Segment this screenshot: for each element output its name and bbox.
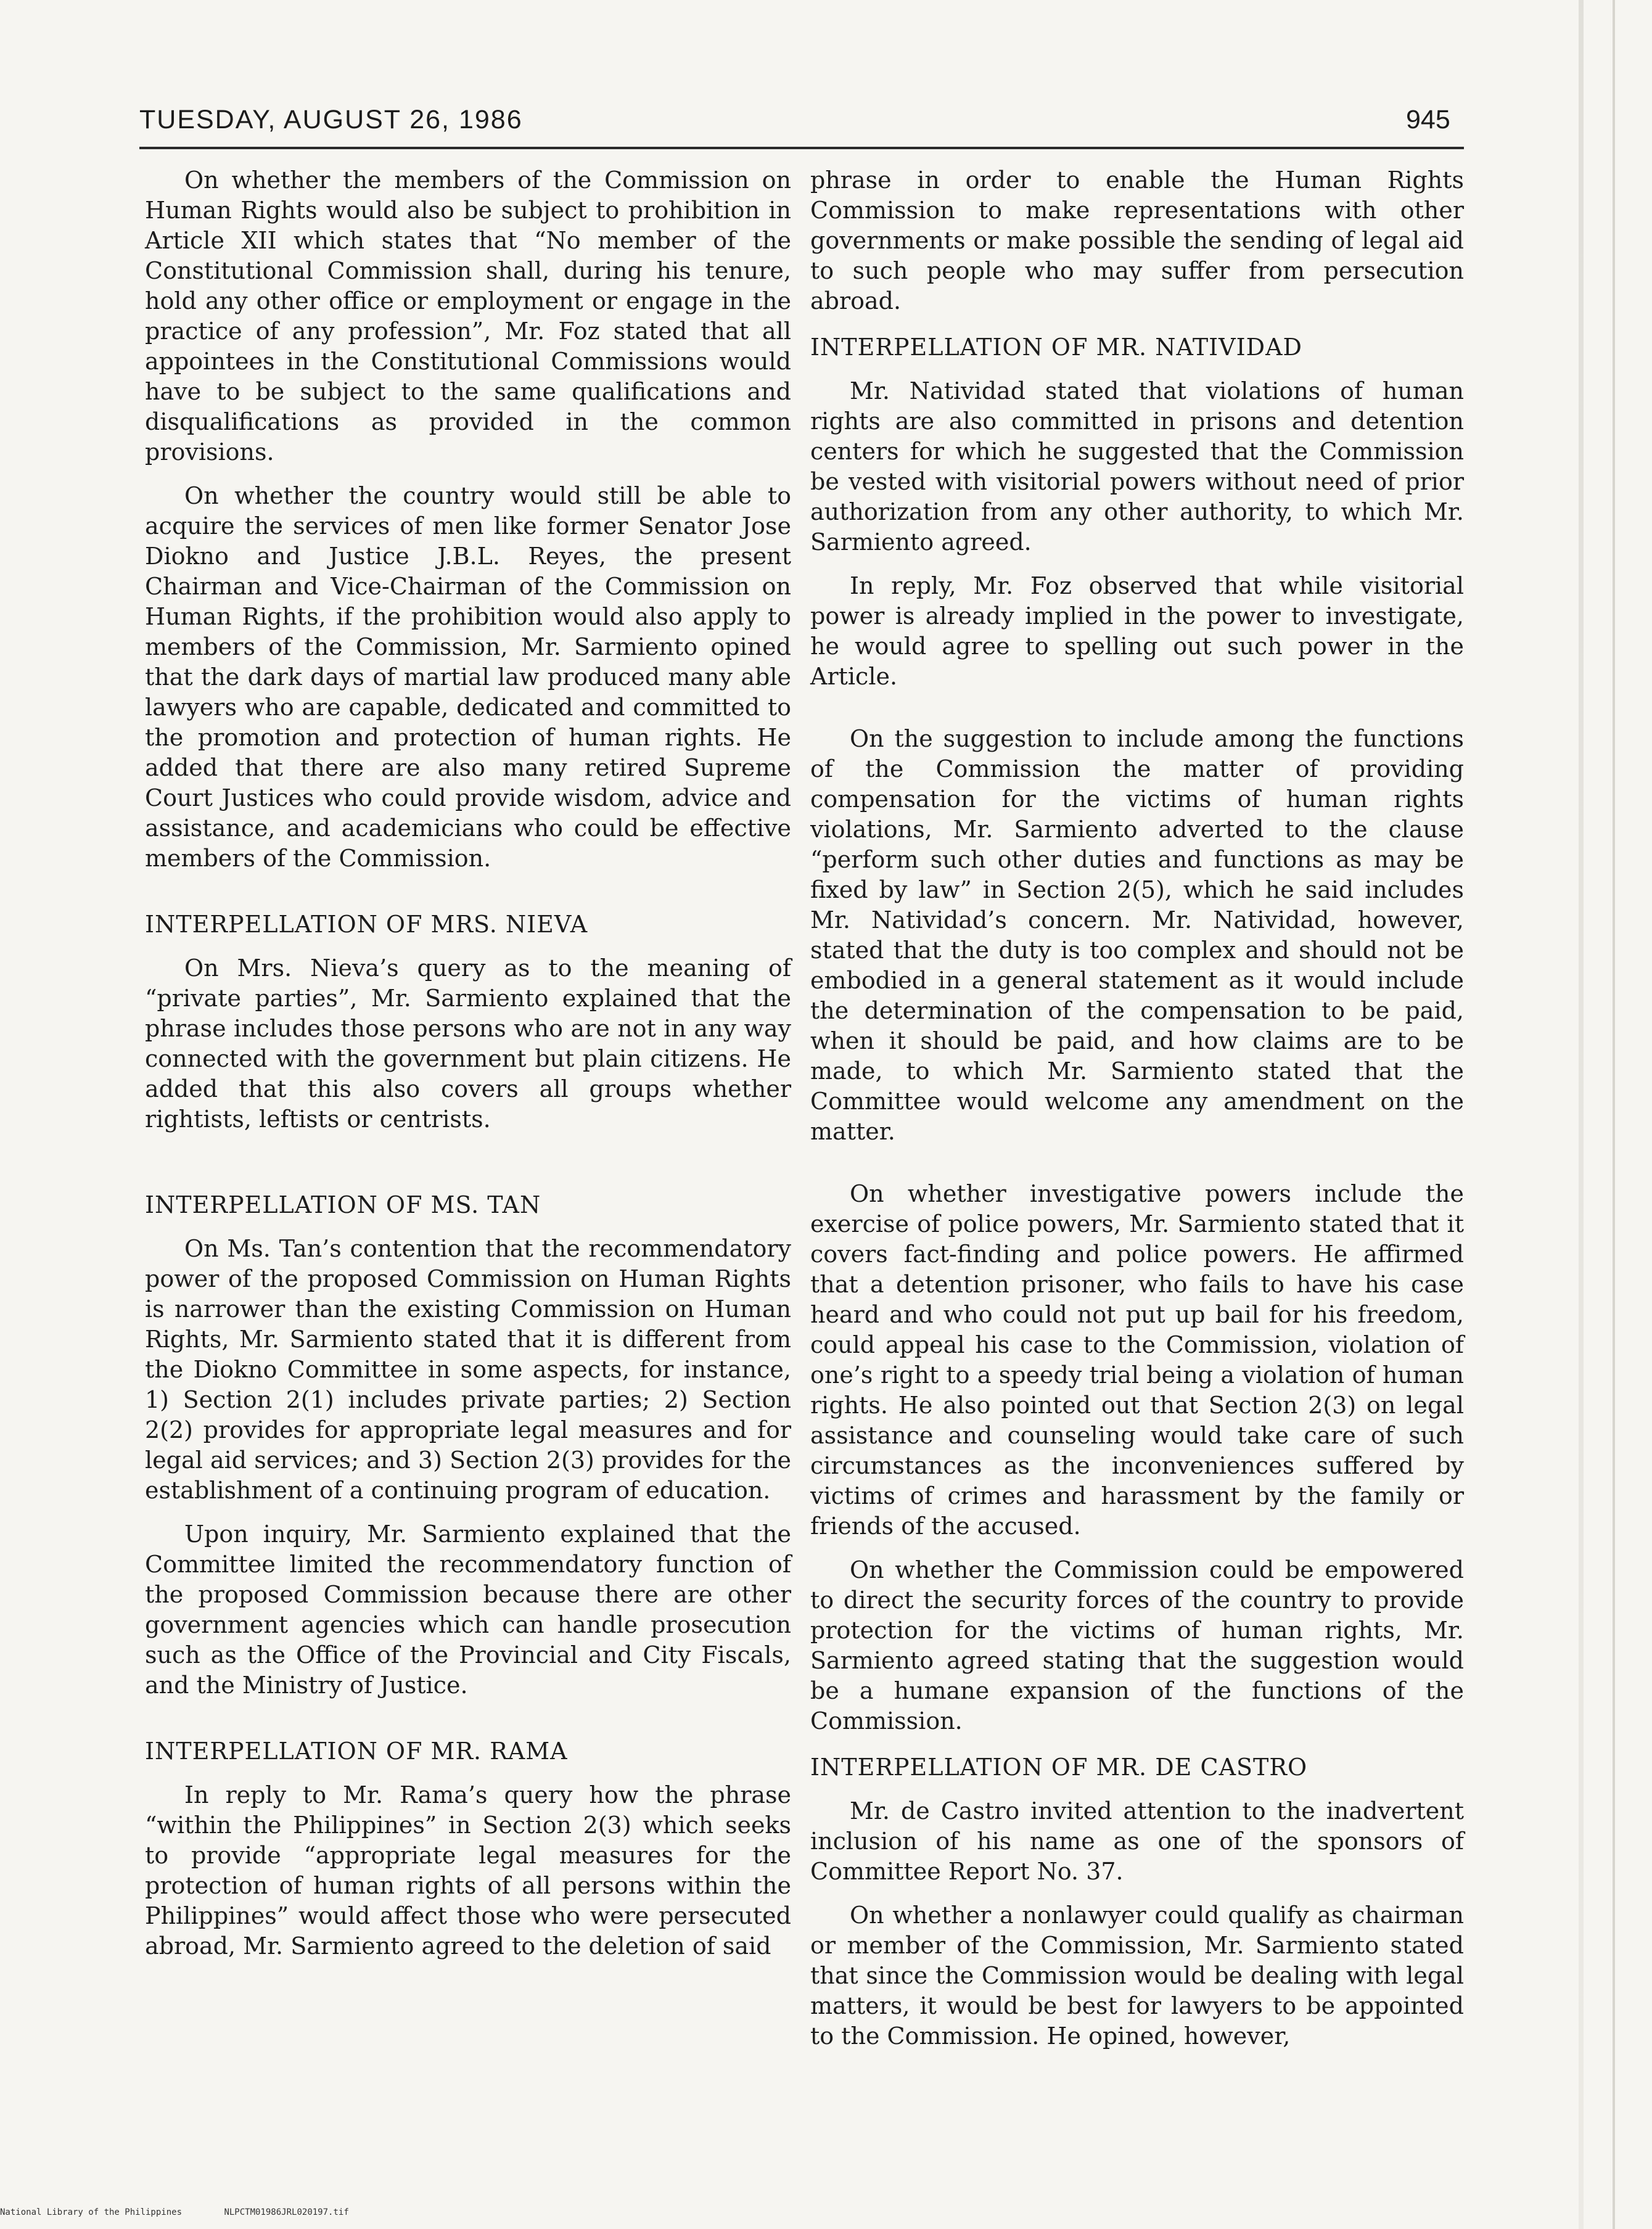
footer-library: National Library of the Philippines [0, 2207, 183, 2217]
paragraph: In reply to Mr. Rama’s query how the phrase “within the Philippines” in Section 2(3) which seeks to provide “appropriate legal measures for the protection of human rights of all persons within the Philippines” would affect those who were persecuted abroad, Mr. Sarmiento agreed to the deletion of said [145, 1781, 791, 1960]
paragraph: On whether the country would still be able to acquire the services of men like former Senator Jose Diokno and Justice J.B.L. Reyes, the present Chairman and Vice-Chairman of the Commission on Human Rights, if the prohibition would also apply to members of the Commission, Mr. Sarmiento opined that the dark days of martial law produced many able lawyers who are capable, dedicated and committed to the promotion and protection of human rights. He added that there are also many retired Supreme Court Justices who could provide wisdom, advice and assistance, and academicians who could be effective members of the Commission. [145, 482, 791, 872]
left-column [145, 165, 791, 1975]
paragraph: Mr. de Castro invited attention to the inadvertent inclusion of his name as one of the sponsors of Committee Report No. 37. [810, 1797, 1464, 1885]
right-column [810, 165, 1464, 2065]
section-heading-nieva: INTERPELLATION OF MRS. NIEVA [145, 911, 588, 938]
section-heading-decastro: INTERPELLATION OF MR. DE CASTRO [810, 1754, 1308, 1781]
paragraph: On whether the members of the Commission on Human Rights would also be subject to prohibition in Article XII which states that “No member of the Constitutional Commission shall, during his tenure, hold any other office or employment or engage in the practice of any profession”, Mr. Foz stated that all appointees in the Constitutional Commissions would have to be subject to the same qualifications and disqualifications as provided in the common provisions. [145, 166, 791, 466]
paragraph: On Ms. Tan’s contention that the recommendatory power of the proposed Commission on Human Rights is narrower than the existing Commission on Human Rights, Mr. Sarmiento stated that it is different from the Diokno Committee in some aspects, for instance, 1) Section 2(1) includes private parties; 2) Section 2(2) provides for appropriate legal measures and for legal aid services; and 3) Section 2(3) provides for the establishment of a continuing program of education. [145, 1235, 791, 1504]
paragraph: On whether a nonlawyer could qualify as chairman or member of the Commission, Mr. Sarmiento stated that since the Commission would be dealing with legal matters, it would be best for lawyers to be appointed to the Commission. He opined, however, [810, 1902, 1464, 2050]
paragraph: phrase in order to enable the Human Rights Commission to make representations with other governments or make possible the sending of legal aid to such people who may suffer from persecution abroad. [810, 166, 1464, 314]
scan-margin-line [1579, 0, 1584, 2229]
paragraph: On whether investigative powers include the exercise of police powers, Mr. Sarmiento stated that it covers fact-finding and police powers. He affirmed that a detention prisoner, who fails to have his case heard and who could not put up bail for his freedom, could appeal his case to the Commission, violation of one’s right to a speedy trial being a violation of human rights. He also pointed out that Section 2(3) on legal assistance and counseling would take care of such circumstances as the inconveniences suffered by victims of crimes and harassment by the family or friends of the accused. [810, 1180, 1464, 1540]
scan-margin-line [1613, 0, 1615, 2229]
section-heading-natividad: INTERPELLATION OF MR. NATIVIDAD [810, 334, 1303, 361]
paragraph: In reply, Mr. Foz observed that while visitorial power is already implied in the power to investigate, he would agree to spelling out such power in the Article. [810, 572, 1464, 690]
footer-file: NLPCTM01986JRL020197.tif [224, 2207, 349, 2217]
scan-footer [0, 2207, 386, 2217]
running-header-date: TUESDAY, AUGUST 26, 1986 [139, 105, 523, 134]
section-heading-tan: INTERPELLATION OF MS. TAN [145, 1191, 541, 1218]
paragraph: On the suggestion to include among the functions of the Commission the matter of providing compensation for the victims of human rights violations, Mr. Sarmiento adverted to the clause “perform such other duties and functions as may be fixed by law” in Section 2(5), which he said includes Mr. Natividad’s concern. Mr. Natividad, however, stated that the duty is too complex and should not be embodied in a general statement as it would include the determination of the compensation to be paid, when it should be paid, and how claims are to be made, to which Mr. Sarmiento stated that the Committee would welcome any amendment on the matter. [810, 725, 1464, 1145]
paragraph: Upon inquiry, Mr. Sarmiento explained that the Committee limited the recommendatory function of the proposed Commission because there are other government agencies which can handle prosecution such as the Office of the Provincial and City Fiscals, and the Ministry of Justice. [145, 1521, 791, 1699]
paragraph: Mr. Natividad stated that violations of human rights are also committed in prisons and detention centers for which he suggested that the Commission be vested with visitorial powers without need of prior authorization from any other authority, to which Mr. Sarmiento agreed. [810, 377, 1464, 556]
section-heading-rama: INTERPELLATION OF MR. RAMA [145, 1738, 568, 1765]
page-number: 945 [1406, 105, 1450, 134]
header-rule [139, 147, 1464, 149]
paragraph: On whether the Commission could be empowered to direct the security forces of the country to provide protection for the victims of human rights, Mr. Sarmiento agreed stating that the suggestion would be a humane expansion of the functions of the Commission. [810, 1556, 1464, 1734]
paragraph: On Mrs. Nieva’s query as to the meaning of “private parties”, Mr. Sarmiento explained that the phrase includes those persons who are not in any way connected with the government but plain citizens. He added that this also covers all groups whether rightists, leftists or centrists. [145, 954, 791, 1133]
